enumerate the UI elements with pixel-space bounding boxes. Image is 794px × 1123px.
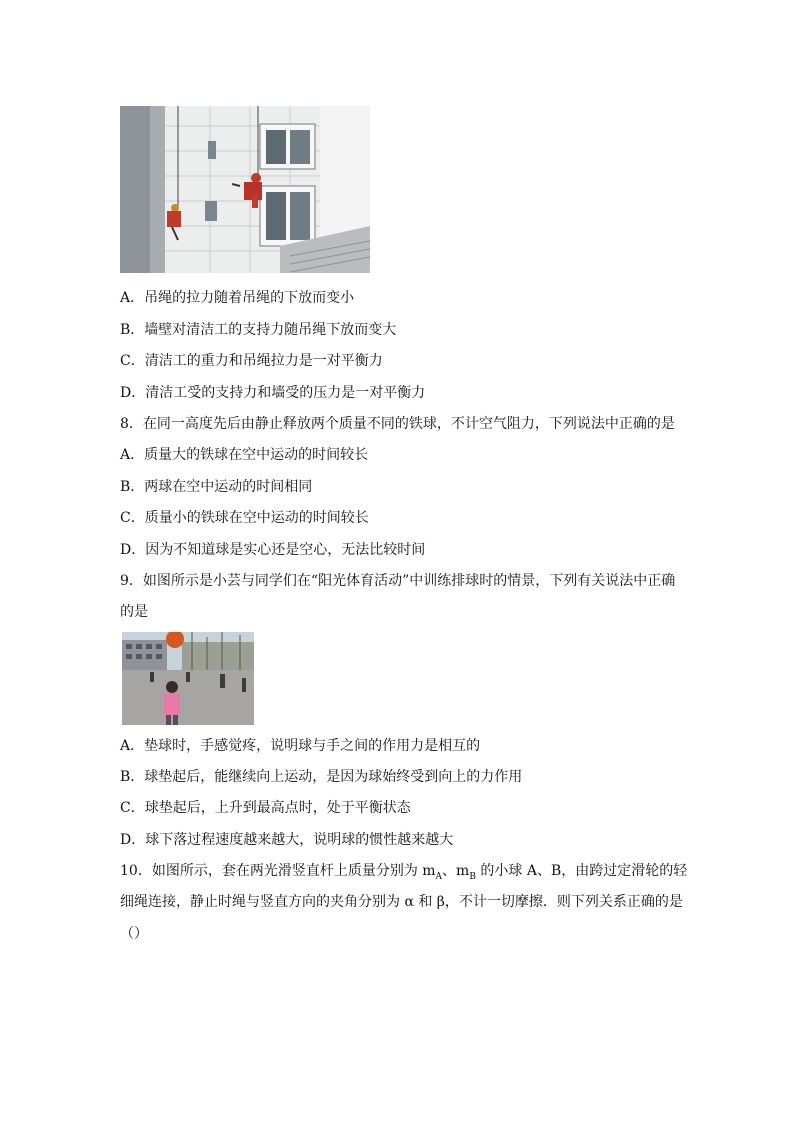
q10-text-b: 、m — [442, 863, 470, 879]
q10-stem-line1 — [120, 861, 687, 881]
q8-option-d: D．因为不知道球是实心还是空心，无法比较时间 — [120, 542, 426, 558]
q7-option-c: C．清洁工的重力和吊绳拉力是一对平衡力 — [120, 353, 383, 369]
q10-stem-line2: 细绳连接，静止时绳与竖直方向的夹角分别为 α 和 β，不计一切摩擦．则下列关系正确的是 — [120, 894, 683, 910]
q9-option-a: A．垫球时，手感觉疼，说明球与手之间的作用力是相互的 — [120, 738, 481, 754]
q10-text-c: 的小球 A、B，由跨过定滑轮的轻 — [475, 863, 688, 879]
q8-option-a: A．质量大的铁球在空中运动的时间较长 — [120, 447, 369, 463]
q8-stem: 8．在同一高度先后由静止释放两个质量不同的铁球，不计空气阻力，下列说法中正确的是 — [120, 416, 675, 432]
q7-option-a: A．吊绳的拉力随着吊绳的下放而变小 — [120, 290, 355, 306]
q8-option-c: C．质量小的铁球在空中运动的时间较长 — [120, 510, 369, 526]
q8-option-b: B．两球在空中运动的时间相同 — [120, 479, 313, 495]
q9-stem-line1: 9．如图所示是小芸与同学们在“阳光体育活动”中训练排球时的情景，下列有关说法中正确 — [120, 573, 676, 589]
q9-stem-line2: 的是 — [120, 604, 148, 620]
q9-option-c: C．球垫起后，上升到最高点时，处于平衡状态 — [120, 800, 411, 816]
q9-option-d: D．球下落过程速度越来越大，说明球的惯性越来越大 — [120, 832, 454, 848]
q10-sub-a: A — [435, 871, 443, 882]
q10-stem-line3: （） — [120, 926, 148, 942]
q7-option-d: D．清洁工受的支持力和墙受的压力是一对平衡力 — [120, 385, 426, 401]
q10-sub-b: B — [469, 871, 476, 882]
q10-text-a: 10．如图所示，套在两光滑竖直杆上质量分别为 m — [120, 863, 436, 879]
q7-option-b: B．墙壁对清洁工的支持力随吊绳下放而变大 — [120, 322, 397, 338]
volleyball-practice-photo — [122, 632, 254, 725]
window-cleaners-photo — [120, 106, 370, 273]
q9-option-b: B．球垫起后，能继续向上运动，是因为球始终受到向上的力作用 — [120, 769, 523, 785]
